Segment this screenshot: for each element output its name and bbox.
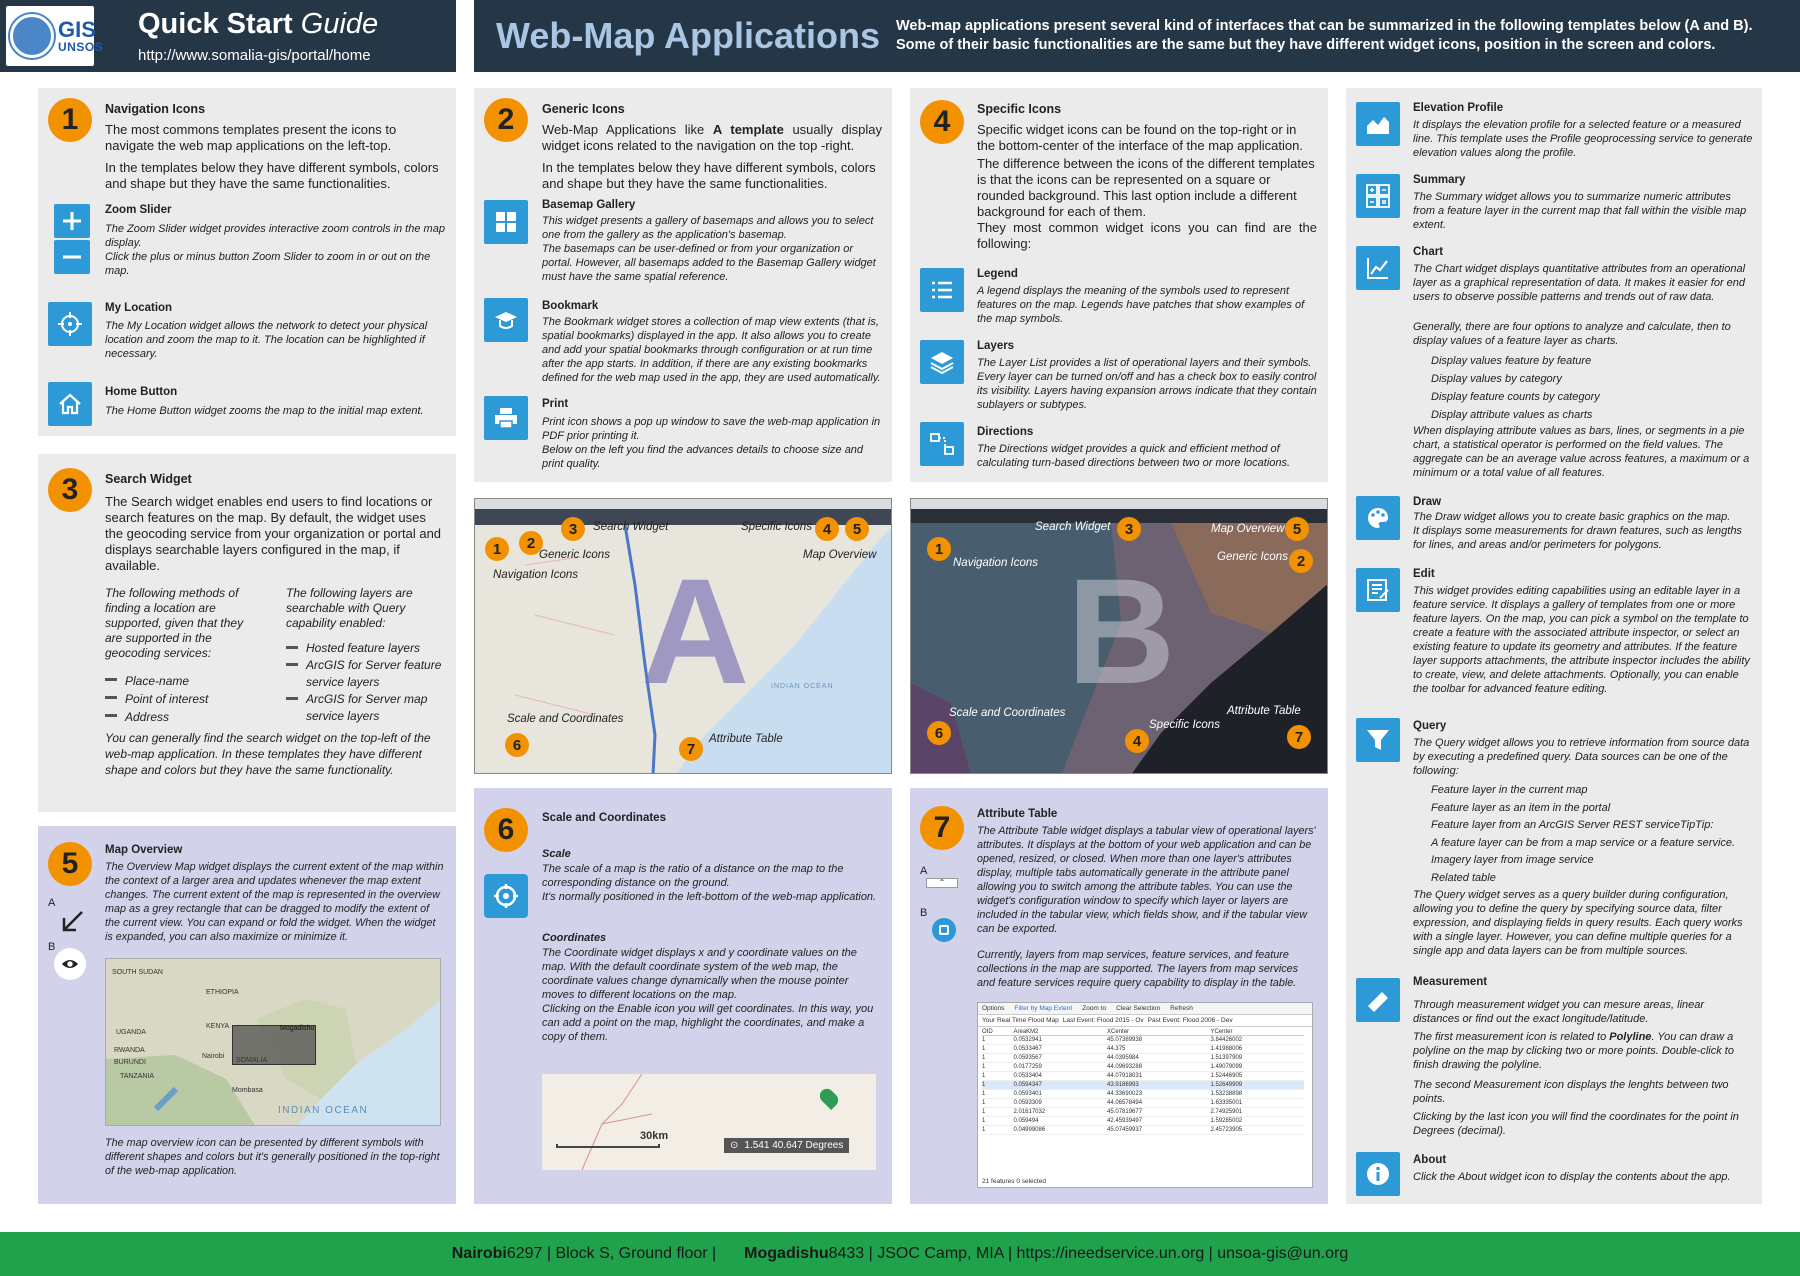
table-cell: 1: [982, 1054, 1013, 1063]
section-number-1: 1: [48, 98, 92, 142]
table-cell: 0.0593567: [1013, 1054, 1107, 1063]
bookmark-icon: [484, 298, 528, 342]
filter-button[interactable]: Filter by Map Extent: [1014, 1005, 1073, 1012]
table-toggle-icon[interactable]: ⌃: [926, 878, 958, 888]
map-label: Mombasa: [232, 1087, 263, 1094]
zoom-in-icon: [54, 204, 90, 238]
intro-text: Web-Map Applications like: [542, 122, 713, 137]
table-cell: 0.0533467: [1013, 1045, 1107, 1054]
query-text-2: The Query widget serves as a query builder during configuration, allowing you to define the query by specifying source data, filter expression, and displaying fields in query results. Each query works with a single layer. However, you can define multiple queries for a single app and data layers can be from multiple sources.: [1413, 889, 1743, 957]
list-item: Feature layer from an ArcGIS Server REST serviceTipTip:: [1431, 819, 1714, 831]
directions-title: Directions: [977, 426, 1034, 438]
table-cell: 1: [982, 1036, 1013, 1045]
section-number-4: 4: [920, 100, 964, 144]
table-cell: 2.74925901: [1210, 1108, 1304, 1117]
map-pin: 2: [1289, 549, 1313, 573]
column-header[interactable]: YCenter: [1210, 1029, 1304, 1036]
section-title: Scale and Coordinates: [542, 812, 666, 824]
attribute-table[interactable]: [977, 1002, 1313, 1188]
bookmark-text: The Bookmark widget stores a collection of map view extents (that is, spatial bookmarks) displayed in the app. It also allows you to create and add your spatial bookmarks through configuration or at run time after the app starts. In addition, if there are any existing bookmarks defined for the web map used in the app, they are used automatically.: [542, 316, 881, 384]
coordinates-title: Coordinates: [542, 932, 607, 944]
map-overview-caption: The map overview icon can be presented by different symbols with different shapes and colors but it's generally positioned in the top-right of the web-map application.: [105, 1137, 440, 1177]
bookmark-title: Bookmark: [542, 300, 599, 312]
map-label: BURUNDI: [114, 1059, 146, 1066]
home-button-title: Home Button: [105, 386, 178, 398]
table-row[interactable]: [982, 1117, 1304, 1126]
list-item: Feature layer in the current map: [1431, 784, 1588, 796]
footer: [0, 1232, 1800, 1276]
query-sources: [1431, 782, 1751, 887]
measurement-text-4: Clicking by the last icon you will find the coordinates for the point in Degrees (decimal).: [1413, 1111, 1739, 1137]
map-label: Map Overview: [803, 549, 877, 561]
list-item: Display attribute values as charts: [1431, 409, 1593, 421]
map-pin: 3: [561, 517, 585, 541]
map-label: Navigation Icons: [953, 557, 1039, 569]
label-a: A: [920, 865, 928, 877]
table-cell: 1: [982, 1108, 1013, 1117]
label-b: B: [48, 941, 56, 953]
section-title: Navigation Icons: [105, 102, 206, 116]
map-pin: 3: [1117, 517, 1141, 541]
map-label: SOUTH SUDAN: [112, 969, 163, 976]
table-cell: 0.04999086: [1013, 1126, 1107, 1135]
elevation-profile-icon: [1356, 102, 1400, 146]
list-item: Hosted feature layers: [286, 640, 446, 657]
map-label: Nairobi: [202, 1053, 225, 1060]
header-right: [474, 0, 1800, 72]
section-title: Specific Icons: [977, 102, 1062, 116]
quick-start-guide: Guide: [300, 8, 379, 40]
table-cell: 44.0395984: [1107, 1054, 1210, 1063]
table-tabs: [978, 1015, 1312, 1027]
specific-intro-3: They most common widget icons you can find are the following:: [977, 220, 1317, 251]
browser-bar: [911, 499, 1328, 509]
map-pin: 7: [679, 737, 703, 761]
table-cell: 1.41988006: [1210, 1045, 1304, 1054]
table-cell: 1.52649909: [1210, 1081, 1304, 1090]
table-row[interactable]: [982, 1045, 1304, 1054]
scale-bar: [556, 1144, 660, 1148]
footer-address-1: 6297 | Block S, Ground floor |: [506, 1245, 717, 1262]
draw-text: The Draw widget allows you to create basic graphics on the map. It displays some measurements for drawn features, such as lengths for lines, and areas and/or perimeters for polygons.: [1413, 511, 1742, 551]
text-bold: Polyline: [1609, 1031, 1652, 1043]
list-item: Imagery layer from image service: [1431, 854, 1594, 866]
list-item: ArcGIS for Server map service layers: [286, 691, 446, 725]
my-location-text: The My Location widget allows the network to detect your physical location and zoom the map to it. The location can be highlighted if necessary.: [105, 320, 428, 360]
table-row[interactable]: [982, 1126, 1304, 1135]
about-title: About: [1413, 1154, 1447, 1166]
summary-text: The Summary widget allows you to summarize numeric attributes from a feature layer in the current map that fall within the visible map extent.: [1413, 191, 1747, 231]
options-button[interactable]: Options: [982, 1005, 1005, 1012]
table-cell: 0.0177259: [1013, 1063, 1107, 1072]
table-cell: 1.59285002: [1210, 1117, 1304, 1126]
measurement-icon: [1356, 978, 1400, 1022]
search-note: You can generally find the search widget on the top-left of the web-map application. In these templates they have different shape and colors but they have the same functionality.: [105, 731, 431, 777]
table-cell: 2.01617032: [1013, 1108, 1107, 1117]
section-search-widget: [38, 454, 456, 812]
zoom-slider-title: Zoom Slider: [105, 204, 172, 216]
measurement-text-2: [1413, 1030, 1753, 1072]
table-cell: 45.07819677: [1107, 1108, 1210, 1117]
table-cell: 45.07459937: [1107, 1126, 1210, 1135]
edit-text: This widget provides editing capabilities using an editable layer in a feature service. It displays a gallery of templates from one or more feature layers. On the map, you can pick a symbol on the template to create a feature with the associated attribute inspector, or select an existing feature to update its geometry and attributes. If the feature layer supports attachments, the attribute inspector includes the ability to create, view, and delete attachments. Optionally, you can enable the toolbar for advanced feature editing.: [1413, 585, 1750, 695]
section-title: Search Widget: [105, 472, 192, 486]
section-title: Map Overview: [105, 844, 183, 856]
footer-address-2: 8433 | JSOC Camp, MIA | https://ineedservice.un.org | unsoa-gis@un.org: [828, 1245, 1349, 1262]
page-description: Web-map applications present several kind of interfaces that can be summarized in the following templates below (A and B). Some of their basic functionalities are the same but they have different widget icons, position in the screen and colors.: [896, 18, 1753, 53]
table-cell: 45.07389938: [1107, 1036, 1210, 1045]
map-pin: 6: [927, 721, 951, 745]
list-item: A feature layer can be from a map service or a feature service.: [1431, 836, 1736, 849]
attribute-table-text: The Attribute Table widget displays a tabular view of operational layers' attributes. It displays at the bottom of your web application and can be opened, resized, or closed. When more than one layer's attributes display, multiple tabs automatically generate in the attribute panel allowing you to switch among the attribute tables. You can use the widget's configuration window to specify which layer or layers are included in the tabular view, which fields show, and if the tabular view can be exported.: [977, 825, 1316, 935]
refresh-button[interactable]: Refresh: [1170, 1005, 1193, 1012]
table-cell: 44.33690023: [1107, 1090, 1210, 1099]
table-row[interactable]: [982, 1108, 1304, 1117]
map-label: Scale and Coordinates: [507, 713, 624, 725]
section-number-2: 2: [484, 98, 528, 142]
methods-intro: The following methods of finding a location are supported, given that they are supported in the geocoding services:: [105, 586, 244, 660]
table-cell: 44.09693288: [1107, 1063, 1210, 1072]
elevation-profile-text: It displays the elevation profile for a selected feature or a measured line. This template uses the Profile geoprocessing service to generate elevation values along the profile.: [1413, 119, 1753, 159]
overview-eye-icon: [54, 948, 86, 980]
table-cell: 1: [982, 1081, 1013, 1090]
coordinate-sample-map[interactable]: [542, 1074, 876, 1170]
list-item: Display values by category: [1431, 373, 1562, 385]
chart-icon: [1356, 246, 1400, 290]
map-pin: 4: [1125, 729, 1149, 753]
coordinates-text: The Coordinate widget displays x and y coordinate values on the map. With the default coordinate system of the web map, the coordinate values change dynamically when the mouse pointer moves to different locations on the map. Clicking on the Enable icon you will get coordinates. In this way, you can add a point on the map, highlight the coordinates, and make a copy of them.: [542, 947, 874, 1043]
map-label: ETHIOPIA: [206, 989, 239, 996]
gis-logo: [6, 6, 104, 66]
directions-text: The Directions widget provides a quick and efficient method of calculating turn-based directions between two or more locations.: [977, 443, 1291, 469]
table-cell: 0.0593401: [1013, 1090, 1107, 1099]
table-row[interactable]: [982, 1081, 1304, 1090]
page-title: Web-Map Applications: [496, 15, 881, 56]
draw-icon: [1356, 496, 1400, 540]
chart-text-2: Generally, there are four options to analyze and calculate, then to display values of a feature layer as charts.: [1413, 321, 1731, 347]
section-number-6: 6: [484, 808, 528, 852]
table-cell: 44.375: [1107, 1045, 1210, 1054]
section-number-7: 7: [920, 806, 964, 850]
list-item: Feature layer as an item in the portal: [1431, 801, 1611, 814]
table-cell: 0.0532941: [1013, 1036, 1107, 1045]
map-label: Generic Icons: [539, 549, 610, 561]
map-overview-text: The Overview Map widget displays the current extent of the map within the context of a larger area and updates whenever the map extent changes. The current extent of the map is represented in the overview map as a grey rectangle that can be dragged to modify the extent of the current view. You can expand or fold the widget. When the widget is expanded, you can also maximize or minimize it.: [105, 861, 444, 943]
clear-selection-button[interactable]: Clear Selection: [1116, 1005, 1161, 1012]
legend-title: Legend: [977, 268, 1018, 280]
layers-icon: [920, 340, 964, 384]
measurement-title: Measurement: [1413, 976, 1488, 988]
chart-text: The Chart widget displays quantitative attributes from an operational layer as a graphical representation of data. It makes it easier for end users to observe possible patterns and trends out of raw data.: [1413, 263, 1746, 303]
column-header[interactable]: AreaKM2: [1013, 1029, 1107, 1036]
section-intro: The most commons templates present the icons to navigate the web map applications on the left-top.: [105, 122, 397, 153]
section-navigation-icons: [38, 88, 456, 436]
table-cell: 1: [982, 1126, 1013, 1135]
table-cell: 1.49079099: [1210, 1063, 1304, 1072]
column-header[interactable]: XCenter: [1107, 1029, 1210, 1036]
quick-start-title: Quick Start: [138, 8, 293, 40]
list-item: Place-name: [105, 672, 255, 690]
table-cell: 1: [982, 1072, 1013, 1081]
zoom-to-button[interactable]: Zoom to: [1082, 1005, 1107, 1012]
map-pin: 6: [505, 733, 529, 757]
table-cell: 3.84426002: [1210, 1036, 1304, 1045]
table-cell: 1.63335001: [1210, 1099, 1304, 1108]
table-cell: 44.07918031: [1107, 1072, 1210, 1081]
table-row[interactable]: [982, 1099, 1304, 1108]
basemap-gallery-text: This widget presents a gallery of basemaps and allows you to select one from the gallery as the application's basemap. The basemaps can be user-defined or from your organization or portal. However, all basemaps added to the Basemap Gallery widget must have the same spatial reference.: [542, 215, 876, 283]
my-location-icon: [48, 302, 92, 346]
overview-expand-icon: [56, 906, 88, 938]
list-item: Display feature counts by category: [1431, 391, 1600, 403]
map-pin: 5: [1285, 517, 1309, 541]
table-row[interactable]: [982, 1063, 1304, 1072]
attribute-table-text-2: Currently, layers from map services, feature services, and feature collections in the map are supported. The layers from map services and feature services require query capability to display in the table.: [977, 949, 1299, 989]
home-icon: [48, 382, 92, 426]
section-number-5: 5: [48, 842, 92, 886]
list-item: Address: [105, 708, 255, 726]
map-pin: 4: [815, 517, 839, 541]
map-label: Attribute Table: [709, 733, 783, 745]
enable-coordinate-icon[interactable]: ⊙: [730, 1140, 739, 1151]
map-label: Map Overview: [1211, 523, 1285, 535]
map-label: Generic Icons: [1217, 551, 1288, 563]
logo-main: GIS: [58, 17, 96, 42]
zoom-slider-text: The Zoom Slider widget provides interactive zoom controls in the map display. Click the plus or minus button Zoom Slider to zoom in or out on the map.: [105, 223, 445, 277]
un-globe-icon: [10, 14, 54, 58]
list-item: Related table: [1431, 871, 1496, 884]
layers-title: Layers: [977, 340, 1015, 352]
table-status: 21 features 0 selected: [982, 1178, 1046, 1185]
layers-text: The Layer List provides a list of operational layers and their symbols. Every layer can be turned on/off and has a check box to easily control its visibility. Layers having expansion arrows indicate that they contain sublayers or subtypes.: [977, 357, 1317, 411]
tab[interactable]: Your Real Time Flood Map: [982, 1017, 1059, 1024]
table-cell: 1: [982, 1117, 1013, 1126]
edit-title: Edit: [1413, 568, 1435, 580]
header-left: [0, 0, 456, 72]
legend-icon: [920, 268, 964, 312]
coordinate-icon: [484, 874, 528, 918]
data-table: [982, 1029, 1304, 1135]
map-pin: 2: [519, 531, 543, 555]
chart-options: [1431, 352, 1751, 424]
section-intro-2: In the templates below they have different symbols, colors and shape but they have the same functionalities.: [105, 160, 439, 191]
layers-intro: The following layers are searchable with Query capability enabled:: [286, 586, 413, 630]
table-cell: 0.059494: [1013, 1117, 1107, 1126]
map-label: Specific Icons: [1149, 719, 1220, 731]
map-label: Mogadishu: [280, 1025, 315, 1032]
home-button-text: The Home Button widget zooms the map to the initial map extent.: [105, 405, 424, 417]
table-row[interactable]: [982, 1036, 1304, 1045]
section-title: Attribute Table: [977, 808, 1058, 820]
coordinate-readout: [724, 1138, 849, 1153]
text: . You can draw a polyline on the map by clicking two or more points. Double-click to finish drawing the polyline.: [1413, 1031, 1734, 1071]
table-cell: 42.45939497: [1107, 1117, 1210, 1126]
section-widgets: [1346, 88, 1762, 1204]
map-label: Specific Icons: [741, 521, 812, 533]
table-cell: 1: [982, 1090, 1013, 1099]
list-item: Display values feature by feature: [1431, 355, 1592, 367]
print-title: Print: [542, 398, 569, 410]
scale-title: Scale: [542, 848, 571, 860]
template-b-map[interactable]: [910, 498, 1328, 774]
specific-intro-2: The difference between the icons of the different templates is that the icons can be represented on a square or rounded background. This last option include a different background for each of them.: [977, 156, 1315, 219]
text: The first measurement icon is related to: [1413, 1031, 1610, 1043]
browser-bar: [475, 499, 892, 509]
map-label: INDIAN OCEAN: [771, 683, 834, 690]
specific-intro: Specific widget icons can be found on the top-right or in the bottom-center of the interface of the map application.: [977, 122, 1303, 153]
label-a: A: [48, 897, 56, 909]
map-label: RWANDA: [114, 1047, 145, 1054]
map-label: Search Widget: [593, 521, 669, 533]
table-cell: 1: [982, 1045, 1013, 1054]
legend-text: A legend displays the meaning of the symbols used to represent features on the map. Legends have patches that show examples of the map symbols.: [977, 285, 1305, 325]
zoom-out-icon: [54, 240, 90, 274]
map-pin: 1: [485, 537, 509, 561]
map-label: Attribute Table: [1227, 705, 1301, 717]
table-cell: 1.53238898: [1210, 1090, 1304, 1099]
summary-title: Summary: [1413, 174, 1466, 186]
table-toolbar: [978, 1003, 1312, 1015]
print-icon: [484, 396, 528, 440]
query-text: The Query widget allows you to retrieve information from source data by executing a predefined query. Data sources can be one of the following:: [1413, 737, 1750, 777]
footer-city-2: Mogadishu: [744, 1245, 829, 1262]
scale-text: The scale of a map is the ratio of a distance on the map to the corresponding distance on the ground. It's normally positioned in the left-bottom of the web-map application.: [542, 863, 877, 903]
intro-bold: A template: [712, 122, 784, 137]
about-icon: [1356, 1152, 1400, 1196]
table-cell: 0.0594347: [1013, 1081, 1107, 1090]
table-cell: 1.51397909: [1210, 1054, 1304, 1063]
table-cell: 1: [982, 1063, 1013, 1072]
chart-text-3: When displaying attribute values as bars, lines, or segments in a pie chart, a statistical operator is performed on the field values. The aggregate can be an average value across features, a maximum or a minimum or a total value of all features.: [1413, 425, 1750, 479]
list-item: Point of interest: [105, 690, 255, 708]
edit-icon: [1356, 568, 1400, 612]
table-cell: 1: [982, 1099, 1013, 1108]
portal-url[interactable]: http://www.somalia-gis/portal/home: [138, 47, 371, 64]
section-specific-icons: [910, 88, 1328, 482]
table-cell: 2.45723905: [1210, 1126, 1304, 1135]
label-b: B: [920, 907, 928, 919]
tab[interactable]: Past Event: Flood 2006 - Dev: [1147, 1017, 1233, 1024]
table-row[interactable]: [982, 1090, 1304, 1099]
section-title: Generic Icons: [542, 102, 625, 116]
scale-bar-label: 30km: [640, 1130, 669, 1142]
section-number-3: 3: [48, 468, 92, 512]
map-label: TANZANIA: [120, 1073, 155, 1080]
column-header[interactable]: OID: [982, 1029, 1013, 1036]
chart-title: Chart: [1413, 246, 1444, 258]
generic-intro: [542, 122, 882, 154]
section-scale-coordinates: [474, 788, 892, 1204]
tab[interactable]: Last Event: Flood 2015 - Ov: [1062, 1017, 1144, 1024]
map-label: Search Widget: [1035, 521, 1111, 533]
generic-intro-2: In the templates below they have different symbols, colors and shape but they have the same functionalities.: [542, 160, 876, 191]
coordinate-value: 1.541 40.647 Degrees: [744, 1140, 844, 1151]
table-round-icon[interactable]: [932, 918, 956, 942]
elevation-profile-title: Elevation Profile: [1413, 102, 1504, 114]
overview-map[interactable]: [105, 958, 441, 1126]
table-cell: 43.9186993: [1107, 1081, 1210, 1090]
print-text: Print icon shows a pop up window to save the web-map application in PDF prior printing it. Below on the left you find the advances details to choose size and print quality.: [542, 416, 881, 470]
methods-list: [105, 672, 255, 726]
search-description: The Search widget enables end users to find locations or search features on the map. By default, the widget uses the geocoding service from your organization or portal and displays searchable layers configured in the map, if available.: [105, 494, 442, 573]
table-cell: 1.52446905: [1210, 1072, 1304, 1081]
table-row[interactable]: [982, 1054, 1304, 1063]
map-pin: 7: [1287, 725, 1311, 749]
measurement-text-3: The second Measurement icon displays the lenghts between two points.: [1413, 1079, 1729, 1105]
list-item: ArcGIS for Server feature service layers: [286, 657, 446, 691]
map-label: KENYA: [206, 1023, 230, 1030]
map-label: INDIAN OCEAN: [278, 1105, 369, 1116]
layers-list: [286, 640, 446, 725]
table-cell: 0.0593309: [1013, 1099, 1107, 1108]
section-map-overview: [38, 826, 456, 1204]
table-row[interactable]: [982, 1072, 1304, 1081]
intro-text: usually display widget icons related to the navigation on the top -right.: [542, 122, 882, 153]
query-icon: [1356, 718, 1400, 762]
template-letter-a: A: [641, 547, 750, 715]
table-cell: 0.0533404: [1013, 1072, 1107, 1081]
map-label: Scale and Coordinates: [949, 707, 1066, 719]
my-location-title: My Location: [105, 302, 173, 314]
template-a-map[interactable]: [474, 498, 892, 774]
summary-icon: [1356, 174, 1400, 218]
map-label: SOMALIA: [236, 1057, 268, 1064]
draw-title: Draw: [1413, 496, 1442, 508]
map-pin: 1: [927, 537, 951, 561]
map-pin: 5: [845, 517, 869, 541]
measurement-text: Through measurement widget you can mesure areas, linear distances or find out the exact longitude/latitude.: [1413, 999, 1705, 1025]
basemap-gallery-title: Basemap Gallery: [542, 199, 636, 211]
section-attribute-table: [910, 788, 1328, 1204]
footer-city-1: Nairobi: [451, 1245, 507, 1262]
section-generic-icons: [474, 88, 892, 482]
table-cell: 44.06578494: [1107, 1099, 1210, 1108]
logo-sub: UNSOS: [58, 40, 104, 54]
directions-icon: [920, 422, 964, 466]
about-text: Click the About widget icon to display the contents about the app.: [1413, 1171, 1731, 1183]
template-letter-b: B: [1067, 547, 1176, 715]
query-title: Query: [1413, 720, 1447, 732]
map-label: Navigation Icons: [493, 569, 579, 581]
basemap-gallery-icon: [484, 200, 528, 244]
map-label: UGANDA: [116, 1029, 146, 1036]
